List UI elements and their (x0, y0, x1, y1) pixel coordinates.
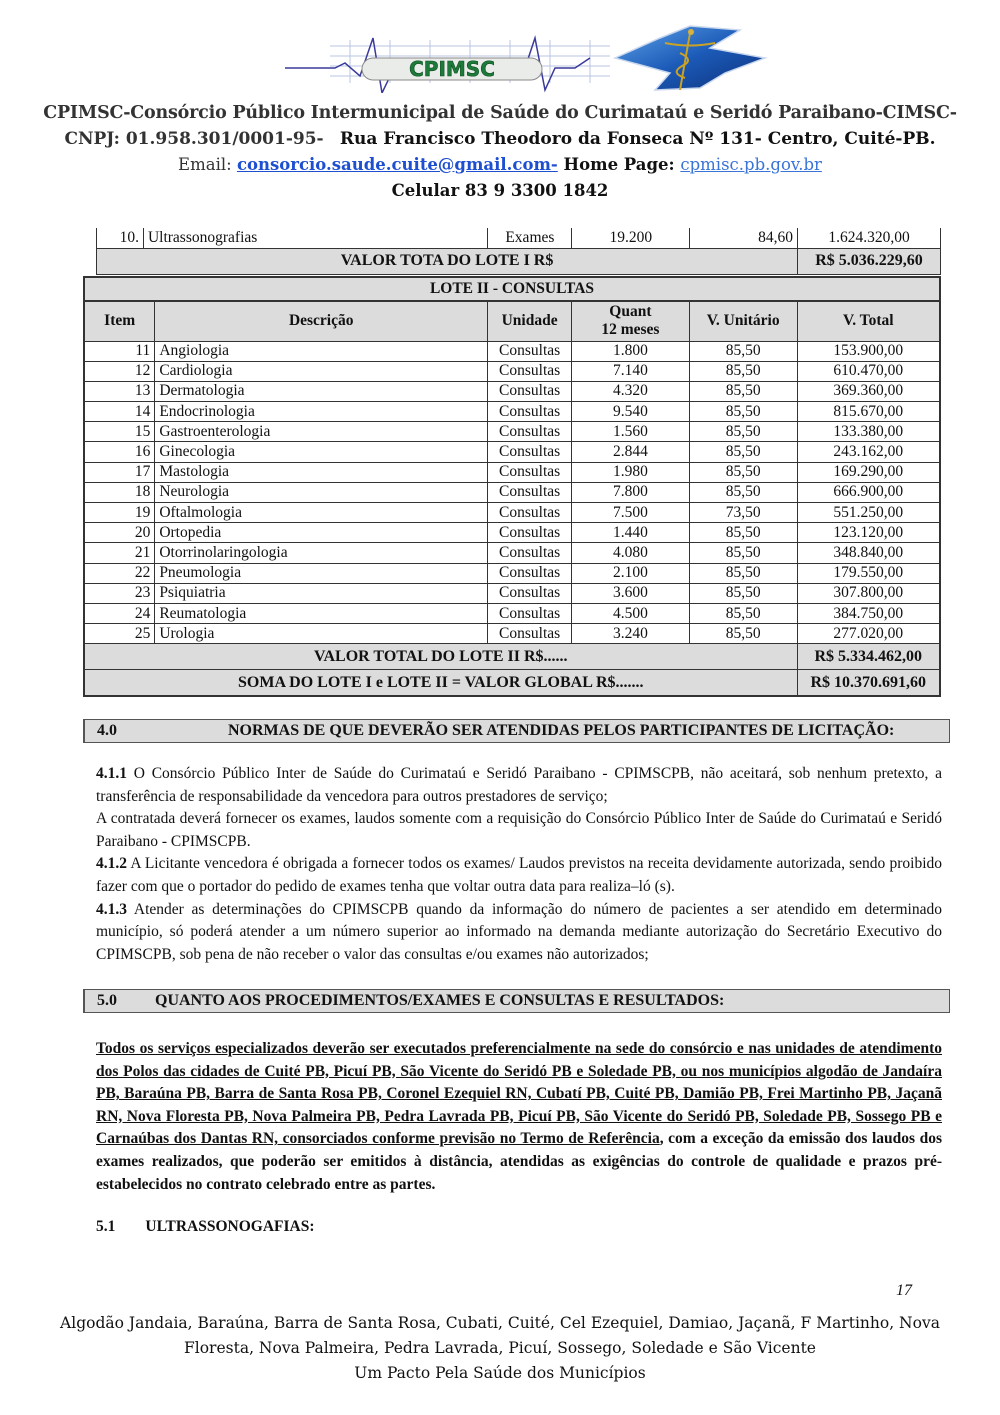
table-row (84, 624, 940, 644)
col-header-quantity (572, 301, 690, 341)
cnpj-address-line (0, 129, 1000, 149)
unit-price-cell: 85,50 (689, 563, 797, 583)
unit-type-cell: Consultas (488, 563, 572, 583)
table-row (84, 341, 940, 361)
quantity-cell: 4.500 (572, 603, 690, 623)
unit-price-cell: 73,50 (689, 503, 797, 523)
unit-type-cell: Consultas (488, 341, 572, 361)
item-cell: 20 (84, 523, 155, 543)
quantity-cell: 7.800 (572, 482, 690, 502)
lote1-total-label: VALOR TOTA DO LOTE I R$ (97, 248, 798, 274)
page-number: 17 (896, 1282, 912, 1299)
total-cell: 243.162,00 (797, 442, 940, 462)
homepage-label: Home Page: (557, 155, 681, 174)
description-cell: Endocrinologia (155, 402, 488, 422)
description-cell: Angiologia (155, 341, 488, 361)
description-cell: Dermatologia (155, 381, 488, 401)
unit-price-cell: 85,50 (689, 603, 797, 623)
item-cell: 23 (84, 583, 155, 603)
lote2-title-row (84, 277, 940, 301)
lote2-body (84, 341, 940, 644)
lote1-total-row (97, 248, 941, 274)
quantity-cell: 3.240 (572, 624, 690, 644)
unit-price-cell: 85,50 (689, 482, 797, 502)
description-cell: Cardiologia (155, 361, 488, 381)
footer-slogan: Um Pacto Pela Saúde dos Municípios (354, 1364, 646, 1382)
lote2-total-value: R$ 5.334.462,00 (797, 644, 940, 670)
lote2-total-row (84, 644, 940, 670)
quantity-cell: 9.540 (572, 402, 690, 422)
quantity-cell: 4.080 (572, 543, 690, 563)
unit-type-cell: Consultas (488, 523, 572, 543)
contact-line (0, 155, 1000, 174)
description-cell: Oftalmologia (155, 503, 488, 523)
section-4-number: 4.0 (97, 722, 117, 739)
quantity-cell: 3.600 (572, 583, 690, 603)
subsection-number: 5.1 (96, 1218, 116, 1235)
col-header-quantity-line2: 12 meses (601, 321, 660, 339)
unit-price-cell: 85,50 (689, 442, 797, 462)
table-row (84, 482, 940, 502)
description-cell: Neurologia (155, 482, 488, 502)
quantity-cell: 19.200 (572, 228, 690, 248)
unit-price-cell: 85,50 (689, 402, 797, 422)
unit-type-cell: Consultas (488, 543, 572, 563)
unit-type-cell: Consultas (488, 422, 572, 442)
unit-type-cell: Consultas (488, 503, 572, 523)
section-5-heading (83, 989, 950, 1013)
global-total-label: SOMA DO LOTE I e LOTE II = VALOR GLOBAL R$....... (84, 670, 797, 696)
item-cell: 16 (84, 442, 155, 462)
item-cell: 14 (84, 402, 155, 422)
table-row (84, 462, 940, 482)
total-cell: 551.250,00 (797, 503, 940, 523)
total-cell: 348.840,00 (797, 543, 940, 563)
email-link[interactable]: consorcio.saude.cuite@gmail.com- (236, 155, 558, 174)
total-cell: 1.624.320,00 (798, 228, 941, 248)
col-header-total: V. Total (797, 301, 940, 341)
unit-price-cell: 85,50 (689, 422, 797, 442)
homepage-link[interactable]: cpmisc.pb.gov.br (680, 155, 822, 174)
cpimsc-logo (270, 18, 770, 93)
description-cell: Otorrinolaringologia (155, 543, 488, 563)
lote2-title: LOTE II - CONSULTAS (84, 277, 940, 301)
footer-municipalities-line2: Floresta, Nova Palmeira, Pedra Lavrada, Picuí, Sossego, Soledade e São Vicente (184, 1339, 816, 1357)
unit-price-cell: 85,50 (689, 543, 797, 563)
table-row (84, 503, 940, 523)
quantity-cell: 2.844 (572, 442, 690, 462)
item-cell: 12 (84, 361, 155, 381)
total-cell: 307.800,00 (797, 583, 940, 603)
section-4-paragraphs (96, 763, 942, 966)
quantity-cell: 2.100 (572, 563, 690, 583)
item-cell: 25 (84, 624, 155, 644)
table-row (84, 442, 940, 462)
lote2-total-label: VALOR TOTAL DO LOTE II R$...... (84, 644, 797, 670)
item-cell: 24 (84, 603, 155, 623)
section-4-heading (83, 719, 950, 743)
total-cell: 610.470,00 (797, 361, 940, 381)
table-row (84, 583, 940, 603)
clause-4-1-1 (96, 763, 942, 808)
description-cell: Ortopedia (155, 523, 488, 543)
col-header-description: Descrição (155, 301, 488, 341)
quantity-cell: 1.980 (572, 462, 690, 482)
quantity-cell: 4.320 (572, 381, 690, 401)
unit-price-cell: 85,50 (689, 624, 797, 644)
subsection-title: ULTRASSONOGAFIAS: (145, 1218, 315, 1235)
table-row (97, 228, 941, 248)
description-cell: Ginecologia (155, 442, 488, 462)
unit-type-cell: Exames (488, 228, 572, 248)
clause-text: A Licitante vencedora é obrigada a fornecer todos os exames/ Laudos previstos na receita devidamente autorizada, sendo proibido fazer com que o portador do pedido de exames tenha que voltar outra data para realiza–ló (s). (96, 855, 942, 895)
item-cell: 22 (84, 563, 155, 583)
unit-type-cell: Consultas (488, 381, 572, 401)
total-cell: 369.360,00 (797, 381, 940, 401)
description-cell: Urologia (155, 624, 488, 644)
lote2-table (83, 276, 941, 697)
cnpj: CNPJ: 01.958.301/0001-95- (64, 129, 324, 149)
table-row (84, 543, 940, 563)
table-row (84, 523, 940, 543)
section-5-number: 5.0 (97, 992, 117, 1009)
item-cell: 15 (84, 422, 155, 442)
email-label: Email: (178, 155, 237, 174)
unit-type-cell: Consultas (488, 442, 572, 462)
unit-price-cell: 85,50 (689, 523, 797, 543)
section-5-title: QUANTO AOS PROCEDIMENTOS/EXAMES E CONSULTAS E RESULTADOS: (155, 992, 725, 1009)
total-cell: 277.020,00 (797, 624, 940, 644)
rest-text: , com a exceção da emissão dos laudos dos exames realizados, que poderão ser emitidos à distância, atendidas as exigências do controle de qualidade e prazos pré- estabelecidos no contrato celebrado entre as partes. (96, 1130, 942, 1193)
total-cell: 123.120,00 (797, 523, 940, 543)
footer-municipalities-line1: Algodão Jandaia, Baraúna, Barra de Santa Rosa, Cubati, Cuité, Cel Ezequiel, Damiao, Jaçanã, F Martinho, Nova (60, 1314, 940, 1332)
unit-price-cell: 85,50 (689, 341, 797, 361)
quantity-cell: 1.440 (572, 523, 690, 543)
unit-type-cell: Consultas (488, 603, 572, 623)
table-row (84, 402, 940, 422)
clause-number: 4.1.1 (96, 765, 127, 782)
clause-text: O Consórcio Público Inter de Saúde do Curimataú e Seridó Paraibano - CPIMSCPB, não aceitará, sob nenhum pretexto, a transferência de responsabilidade da vencedora para outros prestadores de serviço; (96, 765, 942, 805)
table-row (84, 361, 940, 381)
global-total-row (84, 670, 940, 696)
unit-type-cell: Consultas (488, 402, 572, 422)
unit-type-cell: Consultas (488, 361, 572, 381)
description-cell: Ultrassonografias (143, 228, 487, 248)
clause-number: 4.1.2 (96, 855, 127, 873)
heartbeat-logo-icon (270, 18, 770, 93)
item-cell: 21 (84, 543, 155, 563)
phone: Celular 83 9 3300 1842 (391, 181, 609, 200)
table-row (84, 603, 940, 623)
lote1-total-value: R$ 5.036.229,60 (798, 248, 941, 274)
total-cell: 815.670,00 (797, 402, 940, 422)
table-row (84, 563, 940, 583)
item-cell: 17 (84, 462, 155, 482)
description-cell: Gastroenterologia (155, 422, 488, 442)
unit-price-cell: 85,50 (689, 361, 797, 381)
clause-4-1-3 (96, 899, 942, 967)
col-header-quantity-line1: Quant (609, 303, 652, 321)
unit-price-cell: 84,60 (690, 228, 798, 248)
col-header-unit-price: V. Unitário (689, 301, 797, 341)
unit-price-cell: 85,50 (689, 381, 797, 401)
total-cell: 666.900,00 (797, 482, 940, 502)
total-cell: 133.380,00 (797, 422, 940, 442)
item-cell: 18 (84, 482, 155, 502)
total-cell: 179.550,00 (797, 563, 940, 583)
section-5-paragraph (96, 1038, 942, 1196)
unit-type-cell: Consultas (488, 462, 572, 482)
underlined-text: Todos os serviços especializados deverão ser executados preferencialmente na sede do consórcio e nas unidades de atendimento dos Polos das cidades de Cuité PB, Picuí PB, São Vicente do Seridó PB e Soledade PB, ou nos municípios algodão de Jandaíra PB, Baraúna PB, Barra de Santa Rosa PB, Coronel Ezequiel RN, Cubatí PB, Cuité PB, Damião PB, Frei Martinho PB, Jaçanã RN, Nova Floresta PB, Nova Palmeira PB, Pedra Lavrada PB, Picuí PB, São Vicente do Seridó PB, Soledade PB, Sossego PB e Carnaúbas dos Dantas RN, consorciados conforme previsão no Termo de Referência (96, 1040, 942, 1148)
unit-price-cell: 85,50 (689, 462, 797, 482)
description-cell: Mastologia (155, 462, 488, 482)
unit-price-cell: 85,50 (689, 583, 797, 603)
table-row (84, 422, 940, 442)
table-header-row (84, 301, 940, 341)
quantity-cell: 1.800 (572, 341, 690, 361)
table-row (84, 381, 940, 401)
total-cell: 169.290,00 (797, 462, 940, 482)
unit-type-cell: Consultas (488, 583, 572, 603)
global-total-value: R$ 10.370.691,60 (797, 670, 940, 696)
unit-type-cell: Consultas (488, 624, 572, 644)
item-cell: 13 (84, 381, 155, 401)
item-cell: 10. (97, 228, 144, 248)
clause-4-1-2 (96, 853, 942, 898)
col-header-item: Item (84, 301, 155, 341)
section-4-title: NORMAS DE QUE DEVERÃO SER ATENDIDAS PELOS PARTICIPANTES DE LICITAÇÃO: (228, 722, 895, 739)
unit-type-cell: Consultas (488, 482, 572, 502)
description-cell: Pneumologia (155, 563, 488, 583)
col-header-unit: Unidade (488, 301, 572, 341)
lote1-tail-table (96, 228, 941, 275)
clause-number: 4.1.3 (96, 900, 127, 918)
clause-4-1-1-b: A contratada deverá fornecer os exames, laudos somente com a requisição do Consórcio Público Inter de Saúde do Curimataú e Seridó Paraibano - CPIMSCPB. (96, 810, 942, 850)
subsection-5-1 (96, 1218, 314, 1236)
description-cell: Reumatologia (155, 603, 488, 623)
item-cell: 11 (84, 341, 155, 361)
item-cell: 19 (84, 503, 155, 523)
quantity-cell: 7.140 (572, 361, 690, 381)
svg-text:CPIMSC: CPIMSC (409, 57, 495, 81)
total-cell: 384.750,00 (797, 603, 940, 623)
clause-text: Atender as determinações do CPIMSCPB quando da informação do número de pacientes a ser atendido em determinado município, só poderá atender a um número superior ao informado na demanda mediante autorização do Secretário Executivo do CPIMSCPB, sob pena de não receber o valor das consultas e/ou exames não autorizados; (96, 900, 942, 963)
consortium-name: CPIMSC-Consórcio Público Intermunicipal de Saúde do Curimataú e Seridó Paraibano-CIMSC- (43, 103, 957, 123)
quantity-cell: 7.500 (572, 503, 690, 523)
quantity-cell: 1.560 (572, 422, 690, 442)
address: Rua Francisco Theodoro da Fonseca Nº 131- Centro, Cuité-PB. (339, 129, 936, 149)
total-cell: 153.900,00 (797, 341, 940, 361)
description-cell: Psiquiatria (155, 583, 488, 603)
